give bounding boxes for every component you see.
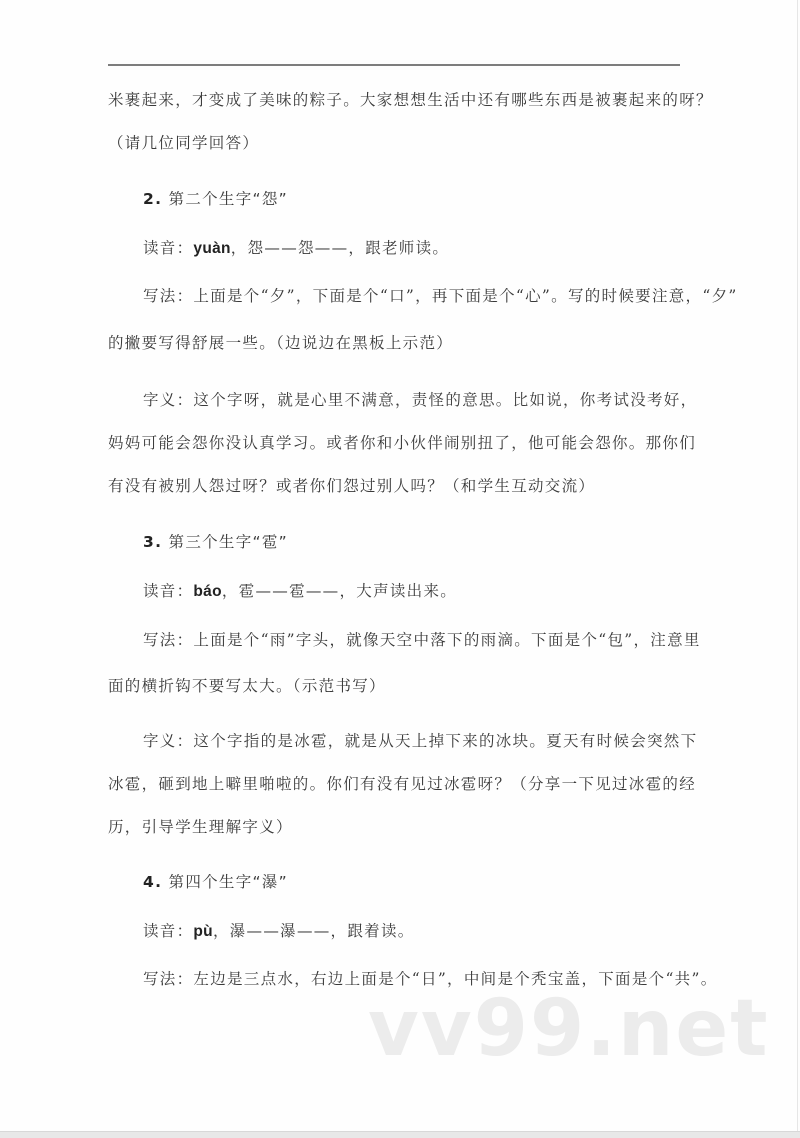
reading-line: [143, 581, 733, 602]
writing-line: 写法：左边是三点水，右边上面是个“日”，中间是个秃宝盖，下面是个“共”。: [143, 970, 718, 988]
meaning-line: 有没有被别人怨过呀？或者你们怨过别人吗？（和学生互动交流）: [108, 477, 596, 495]
pinyin: pù: [193, 923, 213, 940]
section-title: 第三个生字“雹”: [168, 533, 288, 551]
section-heading: [143, 872, 733, 892]
writing-line: 写法：上面是个“雨”字头，就像天空中落下的雨滴。下面是个“包”，注意里: [143, 631, 701, 649]
meaning-line: 字义：这个字呀，就是心里不满意，责怪的意思。比如说，你考试没考好，: [143, 391, 698, 409]
meaning-line: 妈妈可能会怨你没认真学习。或者你和小伙伴闹别扭了，他可能会怨你。那你们: [108, 434, 697, 452]
writing-line: 面的横折钩不要写太大。（示范书写）: [108, 677, 386, 695]
paragraph-line: 米裹起来，才变成了美味的粽子。大家想想生活中还有哪些东西是被裹起来的呀？: [108, 91, 713, 109]
watermark: vv99.net: [368, 984, 770, 1074]
paragraph-line: （请几位同学回答）: [108, 134, 260, 152]
reading-text: ，怨——怨——，跟老师读。: [230, 239, 450, 257]
section-heading: [143, 189, 733, 209]
writing-line: 写法：上面是个“夕”，下面是个“口”，再下面是个“心”。写的时候要注意，“夕”: [143, 287, 738, 305]
reading-label: 读音：: [143, 922, 194, 940]
header-rule: [108, 64, 680, 66]
section-number: 3.: [143, 533, 163, 551]
section-number: 2.: [143, 190, 163, 208]
reading-label: 读音：: [143, 239, 194, 257]
pinyin: yuàn: [193, 240, 231, 257]
section-title: 第四个生字“瀑”: [168, 873, 288, 891]
meaning-line: 历，引导学生理解字义）: [108, 818, 293, 836]
meaning-line: 字义：这个字指的是冰雹，就是从天上掉下来的冰块。夏天有时候会突然下: [143, 732, 698, 750]
reading-line: [143, 238, 733, 259]
writing-line: 的撇要写得舒展一些。（边说边在黑板上示范）: [108, 334, 454, 352]
reading-text: ，雹——雹——，大声读出来。: [221, 582, 458, 600]
section-title: 第二个生字“怨”: [168, 190, 288, 208]
reading-label: 读音：: [143, 582, 194, 600]
reading-text: ，瀑——瀑——，跟着读。: [212, 922, 415, 940]
reading-line: [143, 921, 733, 942]
section-heading: [143, 532, 733, 552]
section-number: 4.: [143, 873, 163, 891]
pinyin: báo: [193, 583, 222, 600]
meaning-line: 冰雹，砸到地上噼里啪啦的。你们有没有见过冰雹呀？（分享一下见过冰雹的经: [108, 775, 697, 793]
